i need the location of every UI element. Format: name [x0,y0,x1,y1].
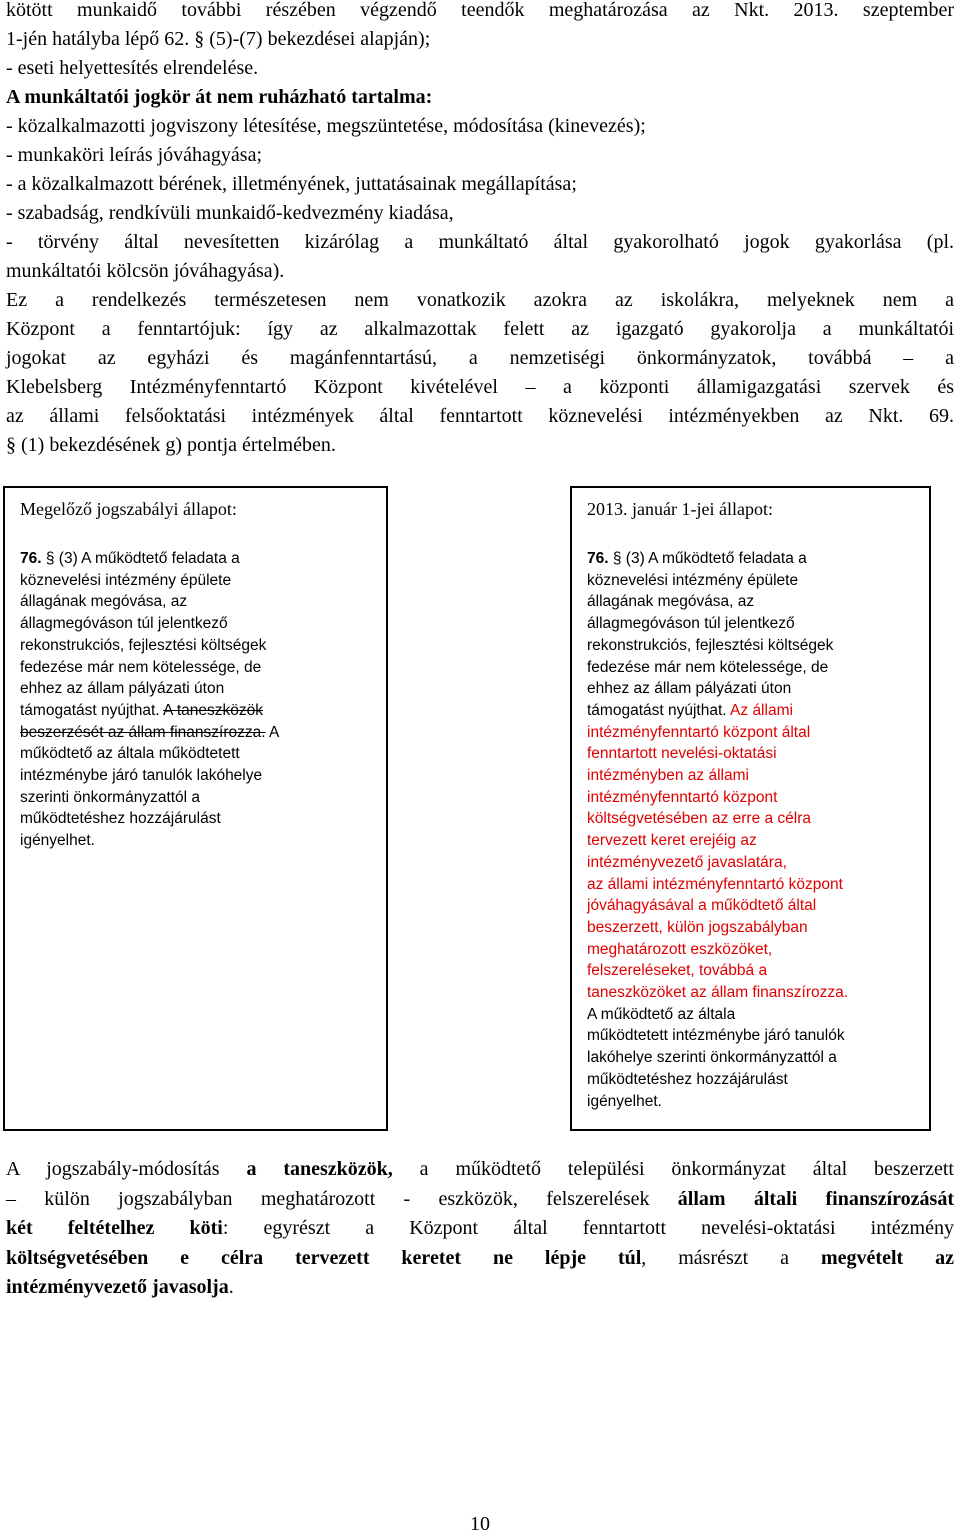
text-line [587,982,848,1004]
text-line [20,678,224,700]
text-run: köznevelési intézmény épülete [20,571,232,589]
new-state-title: 2013. január 1-jei állapot: [587,499,773,519]
paragraph-line: az állami felsőoktatási intézmények által fenntartott köznevelési intézményekben az Nkt. 69. [6,405,954,427]
text-run: ehhez az állam pályázati úton [587,680,792,698]
text-line [587,613,795,635]
text-line [587,722,810,744]
text-run: : egyrészt a Központ által fenntartott nevelési-oktatási intézmény [222,1217,954,1239]
text-line [20,700,263,722]
text-line [587,787,777,809]
text-run: fenntartott nevelési-oktatási [587,745,777,763]
text-run: tervezett keret erejéig az [587,832,757,850]
text-line [20,808,221,830]
text-run: lakóhelye szerinti önkormányzattól a [587,1049,837,1067]
text-line [6,1185,954,1214]
text-run: fedezése már nem kötelessége, de [587,658,829,676]
text-run: § (3) A működtető feladata a [612,550,807,567]
previous-state-title: Megelőző jogszabályi állapot: [20,499,237,519]
text-line [20,830,95,852]
text-line [587,700,793,722]
text-run: intézményfenntartó központ [587,788,778,806]
text-line [587,678,791,700]
list-item: - a közalkalmazott bérének, illetményének, juttatásainak megállapítása; [6,173,577,195]
text-run: a taneszközök, [246,1158,393,1180]
text-run: intézményfenntartó központ által [587,723,811,741]
text-run: költségvetésében e célra tervezett keretet ne lépje túl [6,1246,642,1269]
text-run: ehhez az állam pályázati úton [20,680,225,698]
text-run: állagának megóvása, az [20,593,188,611]
text-run: az állami intézményfenntartó központ [587,875,843,893]
text-run: rekonstrukciós, fejlesztési költségek [587,636,834,654]
text-run: állagmegóváson túl jelentkező [587,615,795,633]
text-run: köznevelési intézmény épülete [587,571,799,589]
text-run: támogatást nyújthat. [20,701,164,719]
text-line [587,1069,788,1091]
text-line [20,787,200,809]
list-item: - szabadság, rendkívüli munkaidő-kedvezmény kiadása, [6,202,454,224]
text-line [587,1004,735,1026]
top-line: - eseti helyettesítés elrendelése. [6,57,259,79]
text-line [587,743,777,765]
paragraph-line: § (1) bekezdésének g) pontja értelmében. [6,434,336,456]
text-run: állam általi finanszírozását [677,1187,954,1210]
text-run: A taneszközök [163,701,263,719]
text-line [587,917,808,939]
text-run: jóváhagyásával a működtető által [587,897,817,915]
text-line [587,874,843,896]
text-run: költségvetésében az erre a célra [587,810,812,828]
text-run: működtető az általa működtetett [20,745,240,763]
text-run: támogatást nyújthat. [587,701,731,719]
text-line [20,657,261,679]
text-run: beszerzését az állam finanszírozza. [20,723,266,741]
text-run: két feltételhez köti [6,1217,223,1239]
text-run: fedezése már nem kötelessége, de [20,658,262,676]
text-run: intézményvezető javaslatára, [587,853,787,871]
text-line [587,657,828,679]
text-run: A jogszabály-módosítás [6,1158,247,1180]
text-line [20,570,231,592]
list-item: - közalkalmazotti jogviszony létesítése, megszüntetése, módosítása (kinevezés); [6,115,646,137]
text-run: szerinti önkormányzattól a [20,788,201,806]
text-line [587,960,767,982]
text-line [20,743,240,765]
text-line [20,635,266,657]
text-run: A működtető az általa [587,1005,736,1023]
text-line [587,635,833,657]
text-line [20,765,262,787]
text-run: , másrészt a [641,1246,821,1269]
text-line [587,1047,837,1069]
paragraph-line: Klebelsberg Intézményfenntartó Központ kivételével – a központi államigazgatási szervek és [6,376,954,398]
text-run: . [228,1276,234,1298]
text-run: taneszközöket az állam finanszírozza. [587,984,849,1001]
list-item: - törvény által nevesítetten kizárólag a munkáltató által gyakorolható jogok gyakorlása (pl. [6,231,954,253]
text-run: rekonstrukciós, fejlesztési költségek [20,636,267,654]
text-line [587,570,798,592]
text-line [20,722,279,744]
text-line [6,1273,234,1302]
paragraph-line: Ez a rendelkezés természetesen nem vonatkozik azokra az iskolákra, melyeknek nem a [6,289,954,311]
text-run: működtetéshez hozzájárulást [20,810,221,828]
text-line [587,808,811,830]
text-run: intézménybe járó tanulók lakóhelye [20,767,263,784]
text-line [587,852,787,874]
text-run: – külön jogszabályban meghatározott - eszközök, felszerelések [6,1187,678,1210]
page-number: 10 [470,1513,490,1535]
list-item: munkáltatói kölcsön jóváhagyása). [6,260,285,282]
text-run: 76. [20,550,46,567]
text-run: 76. [587,550,613,567]
text-line [587,591,754,613]
text-line [587,939,772,961]
top-line: kötött munkaidő további részében végzendő teendők meghatározása az Nkt. 2013. szeptember [6,0,954,21]
text-run: igényelhet. [587,1092,662,1110]
text-run: megvételt az [821,1246,954,1269]
text-run: felszereléseket, továbbá a [587,962,768,980]
text-line [587,1025,845,1047]
text-line [6,1155,954,1184]
list-item: - munkaköri leírás jóváhagyása; [6,144,263,166]
text-run: igényelhet. [20,832,95,850]
text-line [20,613,228,635]
text-run: § (3) A működtető feladata a [45,550,240,567]
text-run: működtetéshez hozzájárulást [587,1070,788,1088]
text-run: a működtető települési önkormányzat által beszerzett [392,1158,954,1180]
text-line [20,591,187,613]
text-run: intézményben az állami [587,767,749,784]
text-line [587,1091,662,1113]
top-line: 1-jén hatályba lépő 62. § (5)-(7) bekezdései alapján); [6,28,431,50]
text-run: A [265,723,280,741]
paragraph-line: jogokat az egyházi és magánfenntartású, a nemzetiségi önkormányzatok, továbbá – a [6,347,954,369]
text-run: intézményvezető javasolja [6,1276,229,1298]
text-run: Az állami [730,701,793,719]
text-line [587,830,757,852]
text-line [20,548,240,570]
text-line [587,895,816,917]
text-run: meghatározott eszközöket, [587,940,773,958]
text-run: állagmegóváson túl jelentkező [20,615,228,633]
text-line [587,765,749,787]
section-heading: A munkáltatói jogkör át nem ruházható tartalma: [6,86,433,108]
text-line [6,1214,954,1243]
text-run: működtetett intézménybe járó tanulók [587,1027,845,1045]
text-run: beszerzett, külön jogszabályban [587,918,808,936]
text-line [587,548,807,570]
text-line [6,1244,954,1273]
text-run: állagának megóvása, az [587,593,755,611]
paragraph-line: Központ a fenntartójuk: így az alkalmazottak felett az igazgató gyakorolja a munkáltatói [6,318,954,340]
